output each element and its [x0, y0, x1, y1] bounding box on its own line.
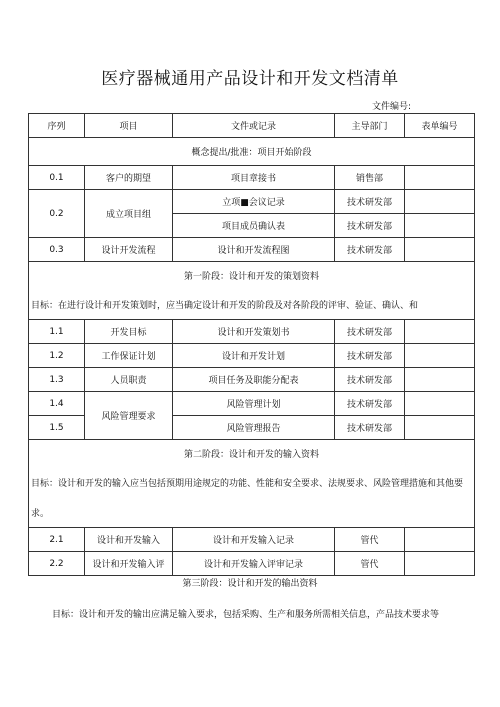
table-row [29, 344, 475, 368]
page-title: 医疗器械通用产品设计和开发文档清单 [101, 69, 399, 89]
cell-form [405, 190, 475, 214]
goal-row [29, 468, 475, 498]
cell-item: 设计和开发输入评 [85, 552, 173, 576]
cell-item: 成立项目组 [85, 190, 173, 238]
cell-dept: 销售部 [335, 166, 405, 190]
cell-doc: 立项■会议记录 [173, 190, 335, 214]
stage-1-title: 第一阶段：设计和开发的策划资料 [29, 262, 475, 290]
stage-row [29, 138, 475, 166]
stage-0-title: 概念提出/批准：项目开始阶段 [29, 138, 475, 166]
table-row [29, 368, 475, 392]
document-list-table [28, 113, 475, 576]
cell-dept: 技术研发部 [335, 238, 405, 262]
cell-seq: 2.2 [29, 552, 85, 576]
stage-3-title: 第三阶段：设计和开发的输出资料 [182, 579, 318, 589]
header-dept: 主导部门 [335, 114, 405, 138]
cell-doc: 设计和开发计划 [173, 344, 335, 368]
stage-3-goal: 目标：设计和开发的输出应满足输入要求，包括采购、生产和服务所需相关信息，产品技术要求等 [52, 610, 440, 620]
cell-form [405, 552, 475, 576]
cell-item: 设计开发流程 [85, 238, 173, 262]
cell-item: 设计和开发输入 [85, 528, 173, 552]
cell-seq: 1.1 [29, 320, 85, 344]
cell-seq: 1.3 [29, 368, 85, 392]
cell-seq: 0.1 [29, 166, 85, 190]
stage-row [29, 262, 475, 290]
table-row [29, 190, 475, 214]
cell-seq: 0.2 [29, 190, 85, 238]
header-item: 项目 [85, 114, 173, 138]
cell-seq: 0.3 [29, 238, 85, 262]
stage-1-goal: 目标：在进行设计和开发策划时，应当确定设计和开发的阶段及对各阶段的评审、验证、确认、和 [29, 290, 475, 320]
doc-number-label: 文件编号: [372, 102, 412, 112]
cell-form [405, 166, 475, 190]
cell-dept: 技术研发部 [335, 344, 405, 368]
cell-dept: 技术研发部 [335, 214, 405, 238]
cell-form [405, 368, 475, 392]
table-row [29, 552, 475, 576]
cell-form [405, 528, 475, 552]
stage-2-goal: 目标：设计和开发的输入应当包括预期用途规定的功能、性能和安全要求、法规要求、风险管理措施和其他要 [29, 468, 475, 498]
cell-doc: 风险管理计划 [173, 392, 335, 416]
table-row [29, 238, 475, 262]
table-row [29, 320, 475, 344]
cell-seq: 1.4 [29, 392, 85, 416]
cell-seq: 1.5 [29, 416, 85, 440]
header-seq: 序列 [29, 114, 85, 138]
header-row [29, 114, 475, 138]
cell-dept: 技术研发部 [335, 190, 405, 214]
cell-dept: 技术研发部 [335, 368, 405, 392]
cell-seq: 1.2 [29, 344, 85, 368]
goal-row [29, 498, 475, 528]
cell-doc: 项目任务及职能分配表 [173, 368, 335, 392]
stage-row [29, 440, 475, 468]
cell-item: 开发目标 [85, 320, 173, 344]
cell-item: 风险管理要求 [85, 392, 173, 440]
goal-row [29, 290, 475, 320]
cell-dept: 管代 [335, 528, 405, 552]
cell-doc: 设计和开发策划书 [173, 320, 335, 344]
cell-doc: 风险管理报告 [173, 416, 335, 440]
cell-form [405, 392, 475, 416]
cell-form [405, 416, 475, 440]
cell-doc: 设计和开发输入评审记录 [173, 552, 335, 576]
cell-doc: 项目成员确认表 [173, 214, 335, 238]
cell-form [405, 344, 475, 368]
cell-form [405, 214, 475, 238]
cell-dept: 管代 [335, 552, 405, 576]
cell-dept: 技术研发部 [335, 416, 405, 440]
cell-doc: 设计和开发输入记录 [173, 528, 335, 552]
header-doc: 文件或记录 [173, 114, 335, 138]
stage-2-goal-cont: 求。 [29, 498, 475, 528]
cell-form [405, 238, 475, 262]
cell-item: 工作保证计划 [85, 344, 173, 368]
cell-dept: 技术研发部 [335, 320, 405, 344]
table-row [29, 392, 475, 416]
cell-item: 客户的期望 [85, 166, 173, 190]
table-row [29, 166, 475, 190]
cell-item: 人员职责 [85, 368, 173, 392]
cell-form [405, 320, 475, 344]
cell-seq: 2.1 [29, 528, 85, 552]
header-form: 表单编号 [405, 114, 475, 138]
cell-doc: 项目章接书 [173, 166, 335, 190]
stage-2-title: 第二阶段：设计和开发的输入资料 [29, 440, 475, 468]
cell-doc: 设计和开发流程图 [173, 238, 335, 262]
table-row [29, 528, 475, 552]
cell-dept: 技术研发部 [335, 392, 405, 416]
